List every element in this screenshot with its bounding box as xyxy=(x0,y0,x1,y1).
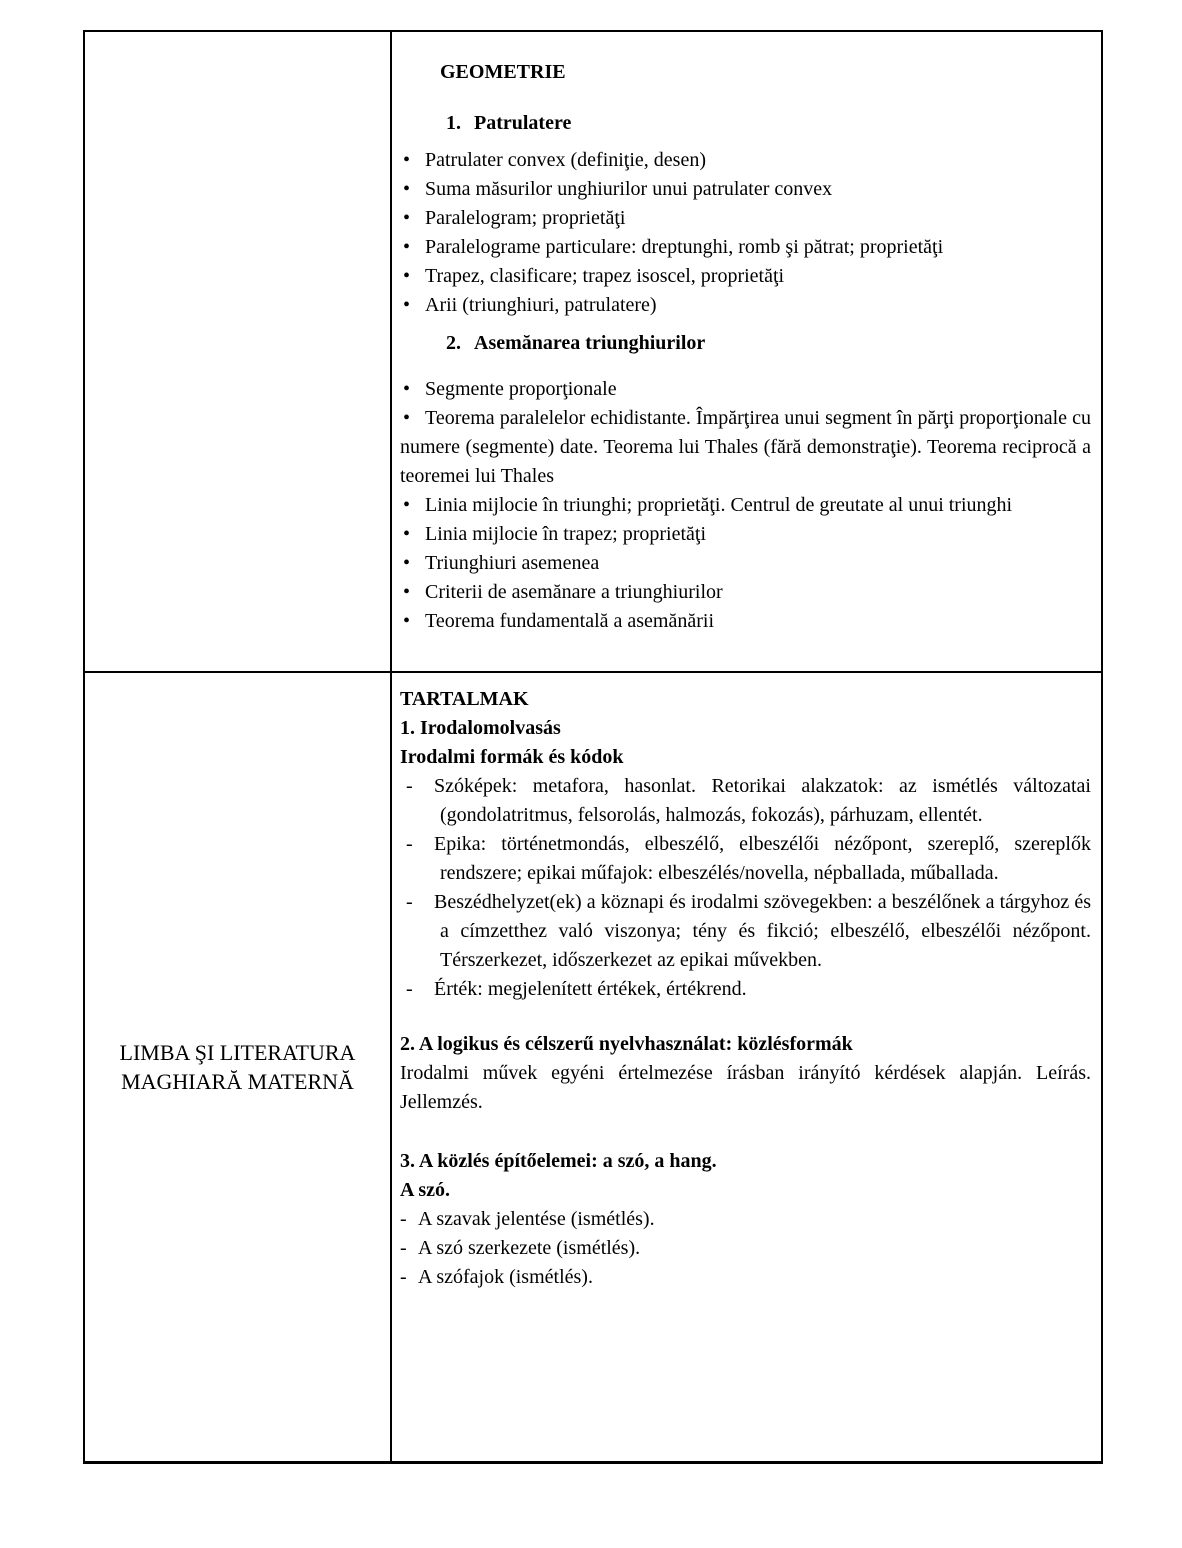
list-item-text: Érték: megjelenített értékek, értékrend. xyxy=(434,978,747,1000)
list-item xyxy=(400,1205,1091,1234)
tartalmak-section1-subtitle: Irodalmi formák és kódok xyxy=(400,746,624,768)
list-item xyxy=(400,204,1091,233)
list-item-text: Teorema fundamentală a asemănării xyxy=(425,610,715,632)
bullet-marker: • xyxy=(403,294,411,316)
subject-cell-empty xyxy=(85,32,392,671)
list-item-text: A szófajok (ismétlés). xyxy=(418,1266,593,1288)
bullet-marker: • xyxy=(403,149,411,171)
list-item-text: Patrulater convex (definiţie, desen) xyxy=(425,149,706,171)
tartalmak-section1-title: 1. Irodalomolvasás xyxy=(400,717,561,739)
bullet-marker: • xyxy=(403,523,411,545)
dash-marker: - xyxy=(400,1208,407,1230)
dash-marker: - xyxy=(406,891,413,913)
geometrie-heading: GEOMETRIE xyxy=(440,61,566,83)
list-item xyxy=(400,772,1091,830)
list-item xyxy=(400,233,1091,262)
geometrie-bullet-list-1 xyxy=(400,146,1091,320)
list-item xyxy=(400,262,1091,291)
list-item xyxy=(400,146,1091,175)
list-item-text: Linia mijlocie în trapez; proprietăţi xyxy=(425,523,707,545)
curriculum-table xyxy=(83,30,1103,1464)
tartalmak-section2-body: Irodalmi művek egyéni értelmezése írásban irányító kérdések alapján. Leírás. Jellemzés. xyxy=(400,1062,1091,1113)
table-row-geometrie xyxy=(85,32,1101,673)
bullet-marker: • xyxy=(403,178,411,200)
list-item xyxy=(400,975,1091,1004)
dash-marker: - xyxy=(400,1237,407,1259)
dash-marker: - xyxy=(400,1266,407,1288)
bullet-marker: • xyxy=(403,407,411,429)
list-item xyxy=(400,1234,1091,1263)
subheading-number: 2. xyxy=(446,332,461,354)
tartalmak-section3-subtitle: A szó. xyxy=(400,1179,450,1201)
bullet-marker: • xyxy=(403,378,411,400)
list-item-text: A szó szerkezete (ismétlés). xyxy=(418,1237,641,1259)
bullet-marker: • xyxy=(403,581,411,603)
tartalmak-content-cell xyxy=(392,673,1101,1461)
tartalmak-section3 xyxy=(400,1147,1091,1292)
tartalmak-section2 xyxy=(400,1030,1091,1117)
subheading-number: 1. xyxy=(446,112,461,134)
list-item-text: Beszédhelyzet(ek) a köznapi és irodalmi szövegekben: a beszélőnek a tárgyhoz és a címzetthez való viszonya; tény és fikció; elbeszélő, elbeszélői nézőpont. Térszerkezet, időszerkezet az epikai művekben. xyxy=(434,891,1091,971)
list-item-text: A szavak jelentése (ismétlés). xyxy=(418,1208,655,1230)
geometrie-content-cell xyxy=(392,32,1101,671)
list-item-text: Epika: történetmondás, elbeszélő, elbeszélői nézőpont, szereplő, szereplők rendszere; epikai műfajok: elbeszélés/novella, népballada, műballada. xyxy=(434,833,1091,884)
table-row-limba-maghiara xyxy=(85,673,1101,1461)
bullet-marker: • xyxy=(403,265,411,287)
list-item-text: Paralelograme particulare: dreptunghi, romb şi pătrat; proprietăţi xyxy=(425,236,944,258)
geometrie-subheading-2 xyxy=(446,329,1091,358)
list-item-text: Trapez, clasificare; trapez isoscel, proprietăţi xyxy=(425,265,785,287)
subheading-title: Patrulatere xyxy=(474,112,572,134)
list-item xyxy=(400,491,1091,520)
list-item-text: Criterii de asemănare a triunghiurilor xyxy=(425,581,723,603)
list-item xyxy=(400,404,1091,491)
bullet-marker: • xyxy=(403,207,411,229)
list-item-text: Arii (triunghiuri, patrulatere) xyxy=(425,294,657,316)
tartalmak-dash-list xyxy=(400,772,1091,1004)
list-item xyxy=(400,578,1091,607)
list-item xyxy=(400,375,1091,404)
bullet-marker: • xyxy=(403,610,411,632)
bullet-marker: • xyxy=(403,236,411,258)
subject-title: LIMBA ŞI LITERATURA MAGHIARĂ MATERNĂ xyxy=(119,1040,356,1094)
dash-marker: - xyxy=(406,833,413,855)
tartalmak-heading: TARTALMAK xyxy=(400,688,529,710)
list-item xyxy=(400,888,1091,975)
list-item xyxy=(400,549,1091,578)
list-item-text: Triunghiuri asemenea xyxy=(425,552,600,574)
list-item xyxy=(400,291,1091,320)
list-item xyxy=(400,607,1091,636)
geometrie-subheading-1 xyxy=(446,109,1091,138)
list-item xyxy=(400,175,1091,204)
subject-cell xyxy=(85,673,392,1461)
list-item-text: Paralelogram; proprietăţi xyxy=(425,207,626,229)
bullet-marker: • xyxy=(403,494,411,516)
list-item-text: Segmente proporţionale xyxy=(425,378,617,400)
list-item-text: Teorema paralelelor echidistante. Împărţirea unui segment în părţi proporţionale cu numere (segmente) date. Teorema lui Thales (fără demonstraţie). Teorema reciprocă a teoremei lui Thales xyxy=(400,407,1091,487)
tartalmak-plain-list xyxy=(400,1205,1091,1292)
subheading-title: Asemănarea triunghiurilor xyxy=(474,332,706,354)
list-item-text: Linia mijlocie în triunghi; proprietăţi. Centrul de greutate al unui triunghi xyxy=(425,494,1013,516)
list-item xyxy=(400,830,1091,888)
geometrie-bullet-list-2 xyxy=(400,375,1091,636)
dash-marker: - xyxy=(406,775,413,797)
list-item xyxy=(400,1263,1091,1292)
list-item xyxy=(400,520,1091,549)
tartalmak-section3-title: 3. A közlés építőelemei: a szó, a hang. xyxy=(400,1150,717,1172)
list-item-text: Suma măsurilor unghiurilor unui patrulater convex xyxy=(425,178,833,200)
bullet-marker: • xyxy=(403,552,411,574)
dash-marker: - xyxy=(406,978,413,1000)
tartalmak-section2-title: 2. A logikus és célszerű nyelvhasználat: közlésformák xyxy=(400,1033,853,1055)
list-item-text: Szóképek: metafora, hasonlat. Retorikai alakzatok: az ismétlés változatai (gondolatritmus, felsorolás, halmozás, fokozás), párhuzam, ellentét. xyxy=(434,775,1091,826)
